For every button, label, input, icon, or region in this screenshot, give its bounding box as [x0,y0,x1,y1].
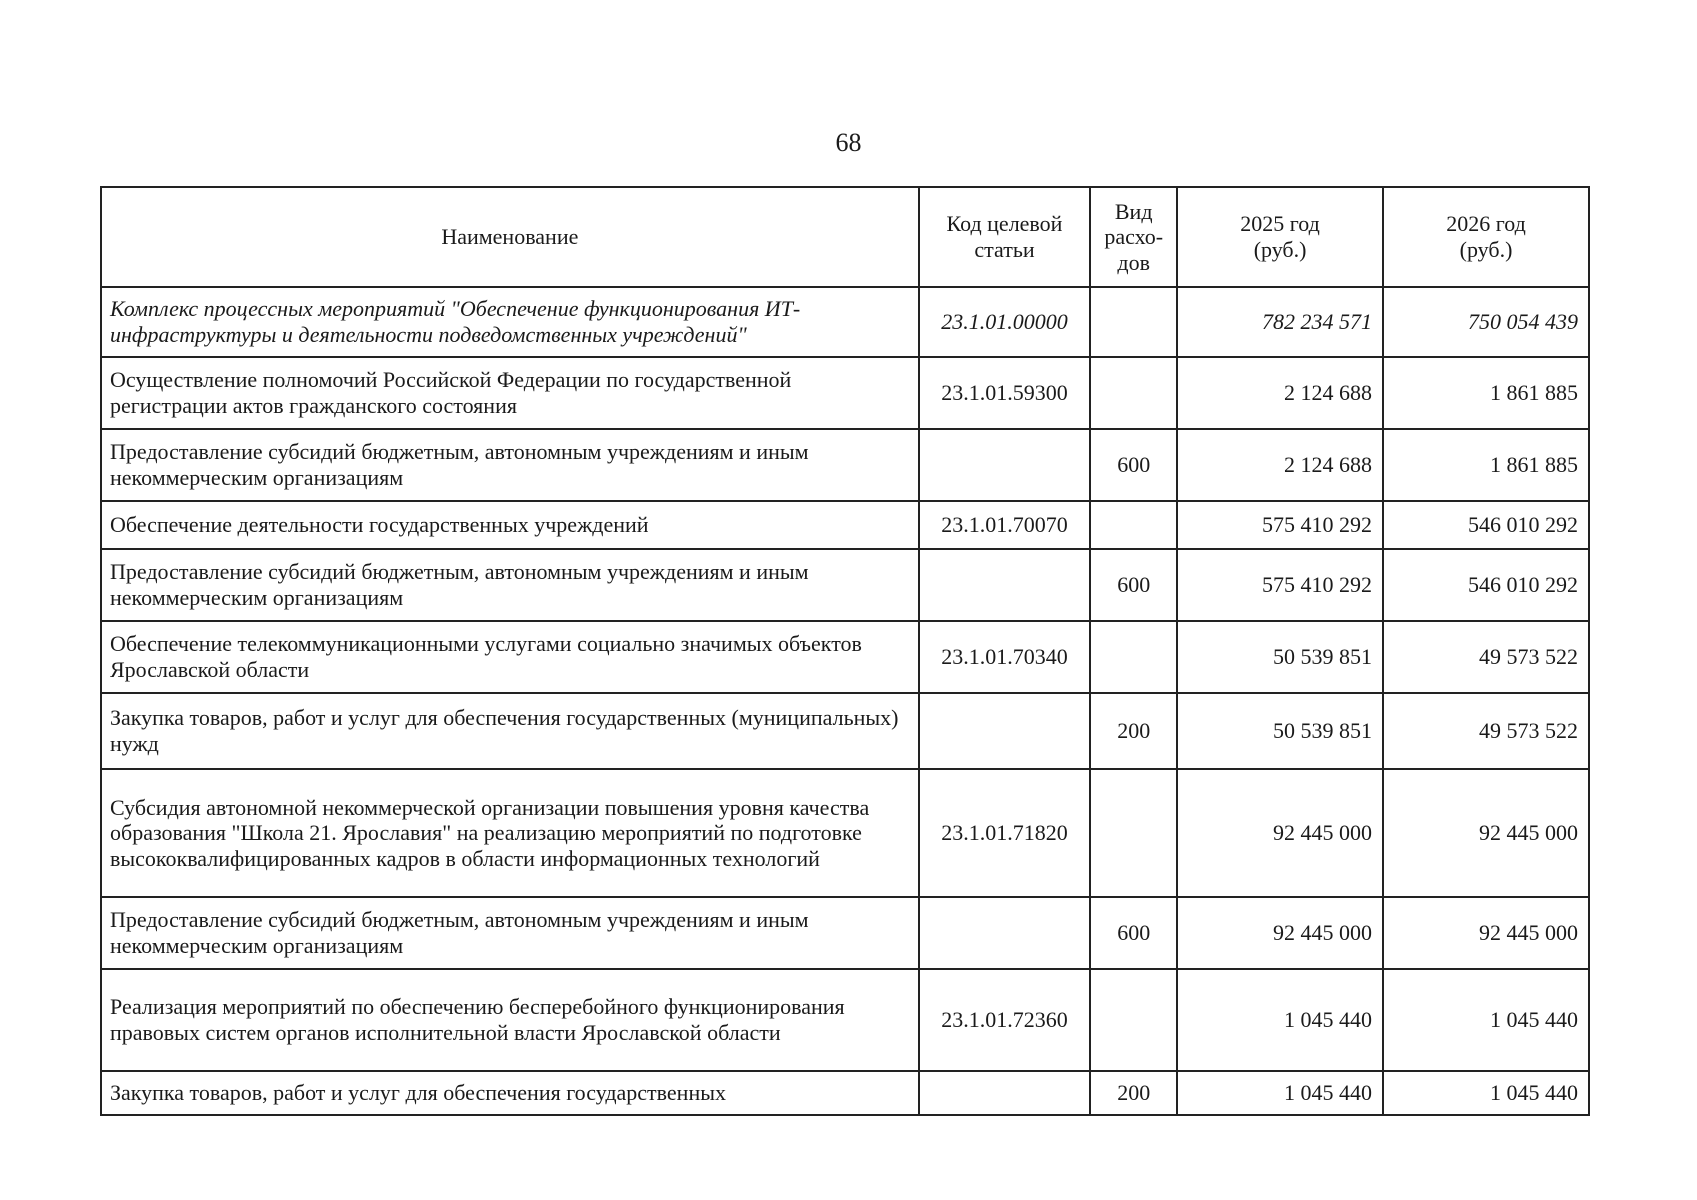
row-amount-2026: 49 573 522 [1383,693,1589,769]
header-2025 [1177,187,1383,287]
row-amount-2026: 1 045 440 [1383,969,1589,1071]
row-code [919,549,1091,621]
row-amount-2025: 50 539 851 [1177,621,1383,693]
header-code-line-1: Код целевой [946,211,1063,237]
row-amount-2026: 1 861 885 [1383,357,1589,429]
row-amount-2025: 92 445 000 [1177,769,1383,897]
header-2026-line-2: (руб.) [1459,237,1513,262]
row-code [919,693,1091,769]
table-row [101,357,1589,429]
table-row [101,549,1589,621]
header-2025-line-2: (руб.) [1253,237,1307,262]
row-kind [1090,287,1177,357]
row-kind: 600 [1090,429,1177,501]
header-kind-line-2: расхо- [1104,224,1164,250]
row-amount-2026: 546 010 292 [1383,501,1589,549]
row-name: Обеспечение деятельности государственных учреждений [101,501,919,549]
row-code [919,1071,1091,1115]
row-kind [1090,621,1177,693]
row-name: Предоставление субсидий бюджетным, автономным учреждениям и иным некоммерческим организациям [101,429,919,501]
row-amount-2026: 1 861 885 [1383,429,1589,501]
row-amount-2025: 1 045 440 [1177,1071,1383,1115]
row-code: 23.1.01.00000 [919,287,1091,357]
header-row [101,187,1589,287]
row-kind [1090,357,1177,429]
row-amount-2025: 50 539 851 [1177,693,1383,769]
row-code [919,897,1091,969]
table-row [101,1071,1589,1115]
row-code [919,429,1091,501]
table-body [101,287,1589,1115]
row-amount-2025: 575 410 292 [1177,549,1383,621]
row-name: Осуществление полномочий Российской Федерации по государственной регистрации актов гражданского состояния [101,357,919,429]
header-2026 [1383,187,1589,287]
row-amount-2025: 92 445 000 [1177,897,1383,969]
row-kind: 200 [1090,1071,1177,1115]
row-amount-2025: 782 234 571 [1177,287,1383,357]
row-name: Предоставление субсидий бюджетным, автономным учреждениям и иным некоммерческим организациям [101,549,919,621]
budget-table [100,186,1590,1116]
header-name: Наименование [101,187,919,287]
row-amount-2026: 92 445 000 [1383,897,1589,969]
row-name: Субсидия автономной некоммерческой организации повышения уровня качества образования "Школа 21. Ярославия" на реализацию мероприятий по подготовке высококвалифицированных кадров в области информационных технологий [101,769,919,897]
row-amount-2025: 575 410 292 [1177,501,1383,549]
row-kind: 600 [1090,549,1177,621]
row-code: 23.1.01.72360 [919,969,1091,1071]
row-amount-2026: 92 445 000 [1383,769,1589,897]
row-amount-2026: 49 573 522 [1383,621,1589,693]
row-name: Комплекс процессных мероприятий "Обеспечение функционирования ИТ-инфраструктуры и деятельности подведомственных учреждений" [101,287,919,357]
row-kind: 600 [1090,897,1177,969]
row-name: Обеспечение телекоммуникационными услугами социально значимых объектов Ярославской области [101,621,919,693]
table-row [101,287,1589,357]
row-name: Закупка товаров, работ и услуг для обеспечения государственных (муниципальных) нужд [101,693,919,769]
row-kind [1090,969,1177,1071]
row-kind: 200 [1090,693,1177,769]
header-2025-line-1: 2025 год [1240,211,1320,237]
row-kind [1090,501,1177,549]
table-row [101,621,1589,693]
row-code: 23.1.01.70340 [919,621,1091,693]
row-code: 23.1.01.70070 [919,501,1091,549]
table-row [101,897,1589,969]
page-number: 68 [835,128,862,157]
table-row [101,769,1589,897]
header-code [919,187,1091,287]
row-amount-2026: 1 045 440 [1383,1071,1589,1115]
table-row [101,693,1589,769]
row-name: Предоставление субсидий бюджетным, автономным учреждениям и иным некоммерческим организациям [101,897,919,969]
row-amount-2025: 2 124 688 [1177,429,1383,501]
header-kind-line-1: Вид [1114,198,1153,224]
header-2026-line-1: 2026 год [1446,211,1526,237]
table-row [101,429,1589,501]
table-row [101,501,1589,549]
row-code: 23.1.01.59300 [919,357,1091,429]
row-amount-2026: 546 010 292 [1383,549,1589,621]
table-row [101,969,1589,1071]
row-name: Реализация мероприятий по обеспечению бесперебойного функционирования правовых систем органов исполнительной власти Ярославской области [101,969,919,1071]
header-code-line-2: статьи [974,237,1035,262]
row-amount-2025: 1 045 440 [1177,969,1383,1071]
row-code: 23.1.01.71820 [919,769,1091,897]
row-amount-2026: 750 054 439 [1383,287,1589,357]
row-amount-2025: 2 124 688 [1177,357,1383,429]
header-kind-line-3: дов [1117,249,1150,275]
row-kind [1090,769,1177,897]
row-name: Закупка товаров, работ и услуг для обеспечения государственных [101,1071,919,1115]
header-kind [1090,187,1177,287]
